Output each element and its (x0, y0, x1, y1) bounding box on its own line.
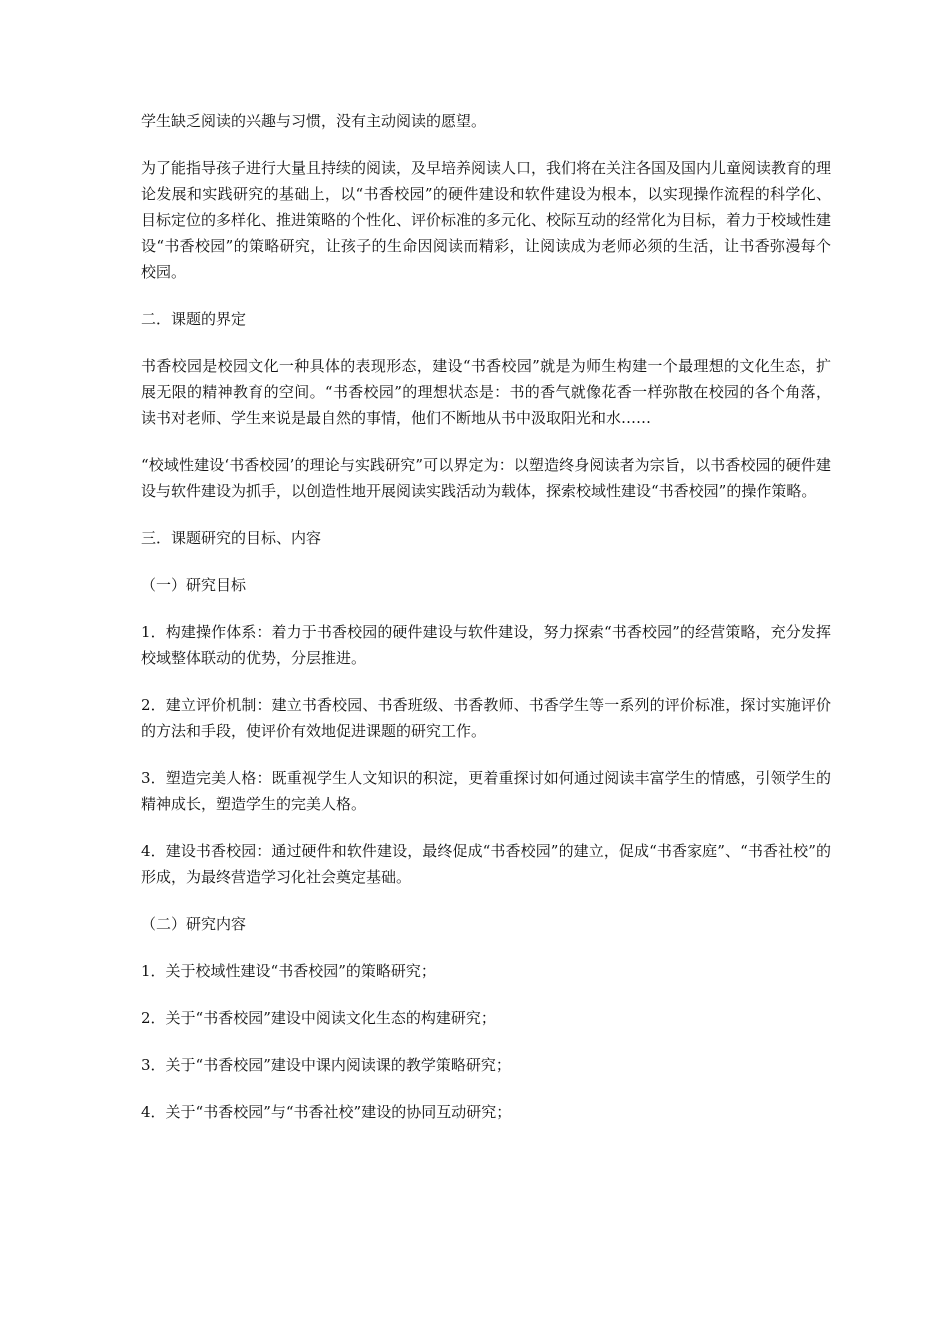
paragraph-definition-1: 书香校园是校园文化一种具体的表现形态，建设“书香校园”就是为师生构建一个最理想的文化生态，扩展无限的精神教育的空间。“书香校园”的理想状态是：书的香气就像花香一样弥散在校园的各个角落，读书对老师、学生来说是最自然的事情，他们不断地从书中汲取阳光和水…… (141, 357, 831, 427)
subheading-research-goals: （一）研究目标 (141, 576, 247, 594)
content-item-4: 4．关于“书香校园”与“书香社校”建设的协同互动研究； (141, 1103, 512, 1121)
goal-item-2: 2．建立评价机制：建立书香校园、书香班级、书香教师、书香学生等一系列的评价标准，探讨实施评价的方法和手段，使评价有效地促进课题的研究工作。 (141, 696, 831, 740)
paragraph-intro-end: 学生缺乏阅读的兴趣与习惯，没有主动阅读的愿望。 (141, 112, 487, 130)
paragraph-definition-2: “校域性建设‘书香校园’的理论与实践研究”可以界定为：以塑造终身阅读者为宗旨，以书香校园的硬件建设与软件建设为抓手，以创造性地开展阅读实践活动为载体，探索校域性建设“书香校园”的操作策略。 (141, 456, 831, 500)
section-heading-goals-content: 三．课题研究的目标、内容 (141, 529, 322, 547)
section-heading-definition: 二．课题的界定 (141, 310, 247, 328)
content-item-3: 3．关于“书香校园”建设中课内阅读课的教学策略研究； (141, 1056, 511, 1074)
content-item-2: 2．关于“书香校园”建设中阅读文化生态的构建研究； (141, 1009, 496, 1027)
document-page (141, 108, 831, 1146)
goal-item-3: 3．塑造完美人格：既重视学生人文知识的积淀，更着重探讨如何通过阅读丰富学生的情感，引领学生的精神成长，塑造学生的完美人格。 (141, 769, 831, 813)
content-item-1: 1．关于校域性建设“书香校园”的策略研究； (141, 962, 436, 980)
goal-item-1: 1．构建操作体系：着力于书香校园的硬件建设与软件建设，努力探索“书香校园”的经营策略，充分发挥校域整体联动的优势，分层推进。 (141, 623, 831, 667)
paragraph-purpose: 为了能指导孩子进行大量且持续的阅读，及早培养阅读人口，我们将在关注各国及国内儿童阅读教育的理论发展和实践研究的基础上，以“书香校园”的硬件建设和软件建设为根本，以实现操作流程的科学化、目标定位的多样化、推进策略的个性化、评价标准的多元化、校际互动的经常化为目标，着力于校域性建设“书香校园”的策略研究，让孩子的生命因阅读而精彩，让阅读成为老师必须的生活，让书香弥漫每个校园。 (141, 159, 832, 281)
goal-item-4: 4．建设书香校园：通过硬件和软件建设，最终促成“书香校园”的建立，促成“书香家庭”、“书香社校”的形成，为最终营造学习化社会奠定基础。 (141, 842, 831, 886)
subheading-research-content: （二）研究内容 (141, 915, 247, 933)
